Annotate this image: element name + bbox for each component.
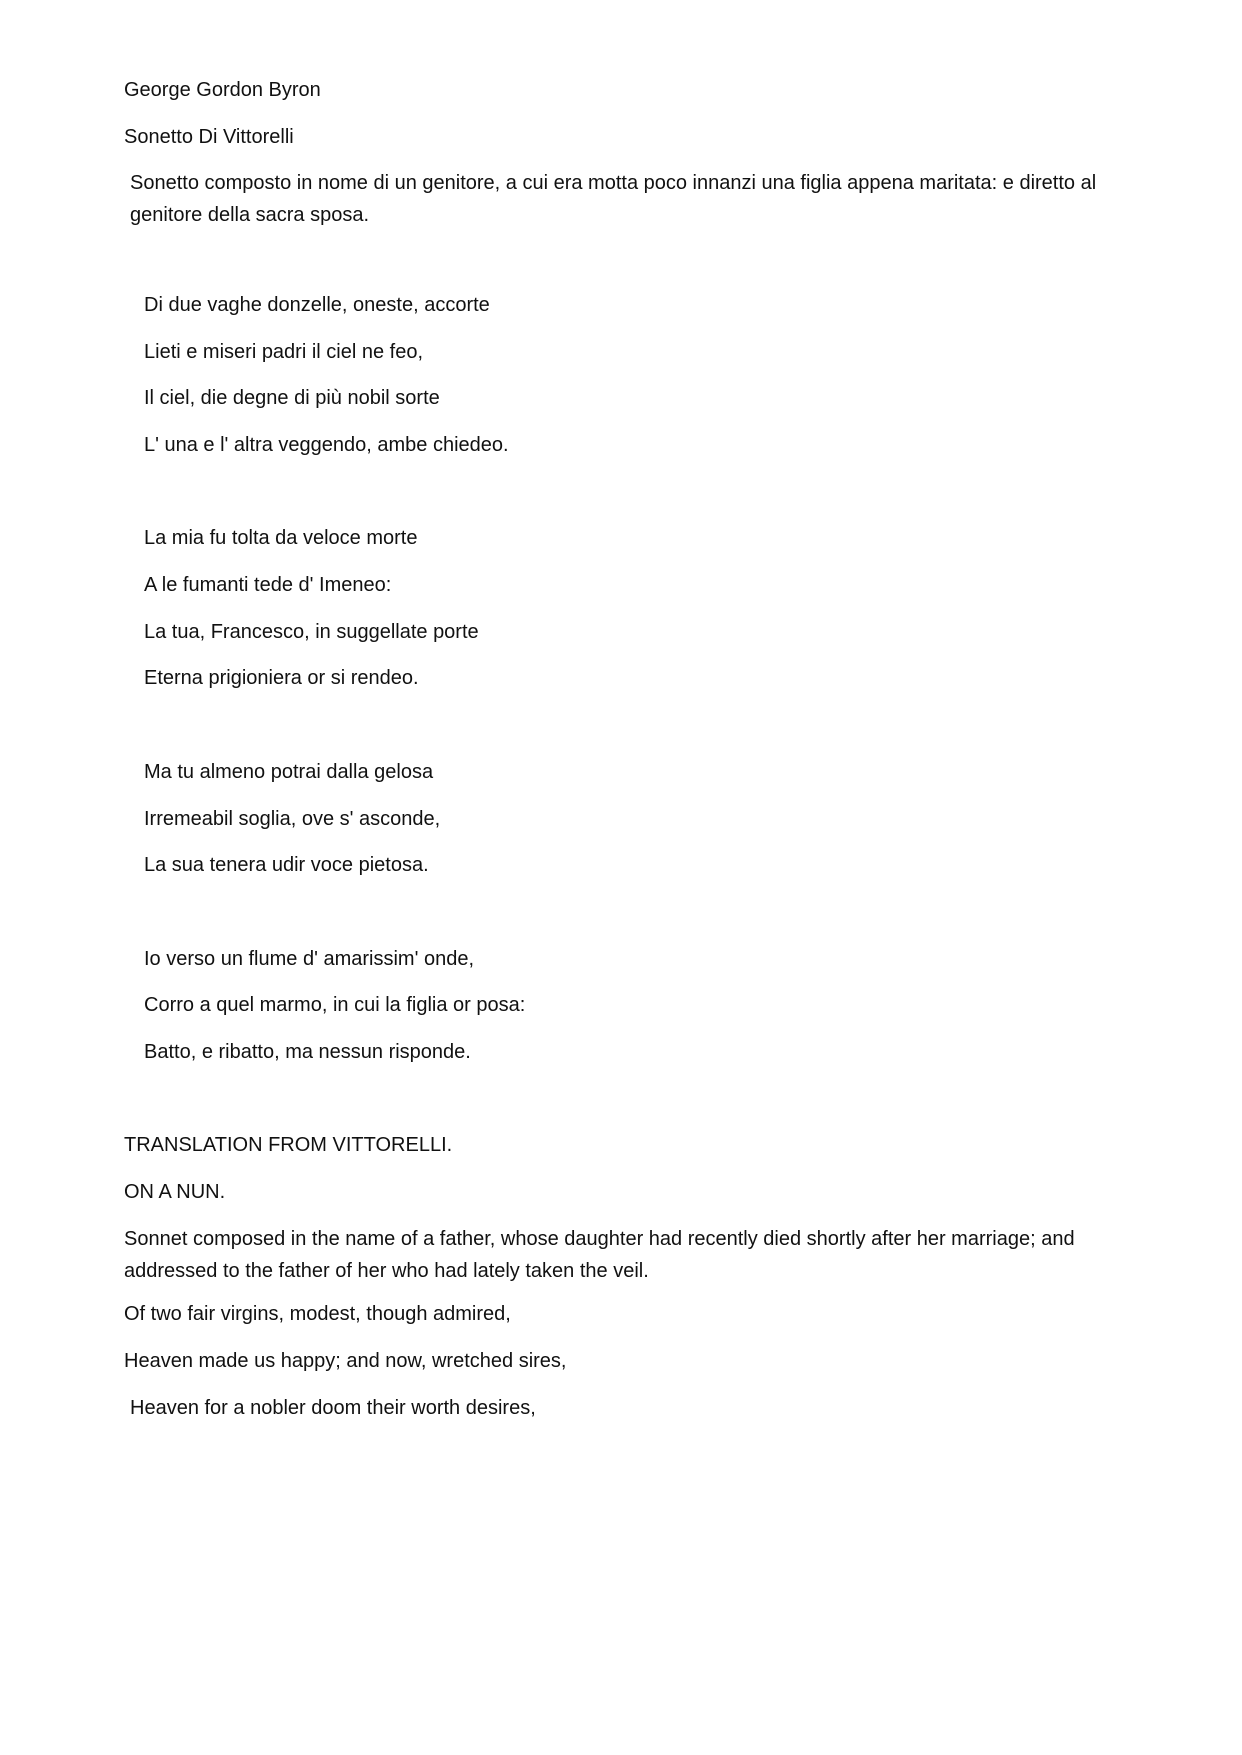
italian-line: L' una e l' altra veggendo, ambe chiedeo. [144, 434, 509, 456]
italian-line: Ma tu almeno potrai dalla gelosa [144, 761, 434, 783]
author-name: George Gordon Byron [124, 79, 321, 101]
italian-line: La sua tenera udir voce pietosa. [144, 854, 429, 876]
italian-intro: Sonetto composto in nome di un genitore, a cui era motta poco innanzi una figlia appena maritata: e diretto al genitore della sacra sposa. [130, 172, 1097, 226]
italian-line: Corro a quel marmo, in cui la figlia or posa: [144, 994, 526, 1016]
italian-line: Di due vaghe donzelle, oneste, accorte [144, 294, 490, 316]
english-line: Of two fair virgins, modest, though admired, [124, 1303, 511, 1325]
italian-line: Irremeabil soglia, ove s' asconde, [144, 808, 441, 830]
italian-line: Batto, e ribatto, ma nessun risponde. [144, 1041, 471, 1063]
italian-line: La mia fu tolta da veloce morte [144, 527, 418, 549]
english-line: Heaven for a nobler doom their worth desires, [130, 1397, 536, 1419]
poem-title: Sonetto Di Vittorelli [124, 126, 294, 148]
italian-line: La tua, Francesco, in suggellate porte [144, 621, 479, 643]
translation-heading: TRANSLATION FROM VITTORELLI. [124, 1134, 453, 1156]
italian-line: A le fumanti tede d' Imeneo: [144, 574, 392, 596]
italian-line: Eterna prigioniera or si rendeo. [144, 667, 419, 689]
italian-line: Il ciel, die degne di più nobil sorte [144, 387, 440, 409]
translation-subheading: ON A NUN. [124, 1181, 226, 1203]
english-line: Heaven made us happy; and now, wretched sires, [124, 1350, 567, 1372]
italian-line: Lieti e miseri padri il ciel ne feo, [144, 341, 424, 363]
english-intro: Sonnet composed in the name of a father, whose daughter had recently died shortly after her marriage; and addressed to the father of her who had lately taken the veil. [124, 1228, 1075, 1282]
italian-line: Io verso un flume d' amarissim' onde, [144, 948, 474, 970]
